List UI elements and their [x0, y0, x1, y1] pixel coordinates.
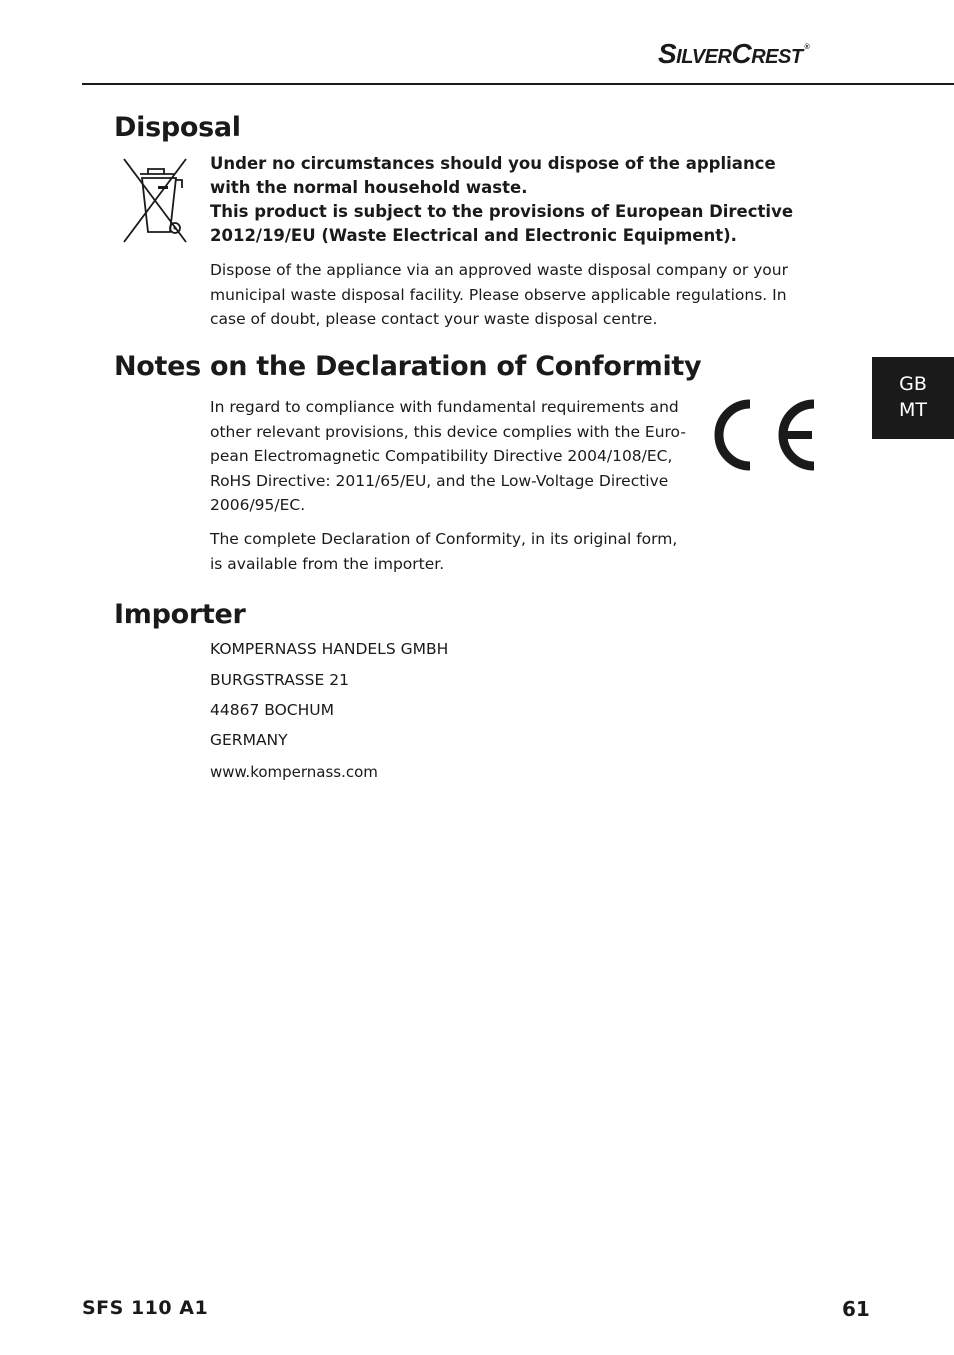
conformity-body — [210, 395, 686, 518]
brand-logo — [658, 38, 809, 70]
disposal-warning — [210, 152, 810, 248]
ce-mark-icon — [710, 396, 818, 474]
importer-street: BURGSTRASSE 21 — [210, 671, 349, 689]
footer-model: SFS 110 A1 — [82, 1297, 209, 1319]
conformity-availability-line: is available from the importer. — [210, 554, 445, 573]
conformity-heading: Notes on the Declaration of Conformity — [114, 351, 702, 382]
conformity-body-line: other relevant provisions, this device complies with the Euro- — [210, 422, 686, 441]
brand-name: SilverCrest — [658, 38, 803, 69]
disposal-body-line: Dispose of the appliance via an approved waste disposal company or your — [210, 261, 788, 279]
disposal-warning-line: 2012/19/EU (Waste Electrical and Electronic Equipment). — [210, 226, 737, 245]
disposal-body-line: case of doubt, please contact your waste disposal centre. — [210, 310, 658, 328]
conformity-availability — [210, 527, 677, 576]
importer-country: GERMANY — [210, 731, 288, 749]
conformity-availability-line: The complete Declaration of Conformity, in its original form, — [210, 530, 678, 548]
disposal-body — [210, 258, 788, 332]
language-tab-mt: MT — [899, 399, 927, 421]
disposal-warning-line: This product is subject to the provisions of European Directive — [210, 202, 794, 221]
header-rule — [82, 83, 954, 85]
disposal-warning-line: Under no circumstances should you dispose of the appliance — [210, 154, 776, 173]
page-number: 61 — [842, 1297, 870, 1321]
disposal-body-line: municipal waste disposal facility. Please observe applicable regulations. In — [210, 285, 787, 304]
language-tab-gb: GB — [899, 373, 927, 395]
conformity-body-line: pean Electromagnetic Compatibility Directive 2004/108/EC, — [210, 447, 673, 465]
importer-heading: Importer — [114, 599, 246, 630]
crossed-out-wheelie-bin-icon — [120, 156, 188, 244]
importer-city: 44867 BOCHUM — [210, 701, 334, 719]
language-tab — [872, 357, 954, 439]
conformity-body-line: RoHS Directive: 2011/65/EU, and the Low-Voltage Directive — [210, 471, 669, 490]
disposal-heading: Disposal — [114, 112, 241, 143]
disposal-warning-line: with the normal household waste. — [210, 178, 528, 197]
importer-company: KOMPERNASS HANDELS GMBH — [210, 640, 449, 658]
registered-mark: ® — [804, 44, 810, 51]
conformity-body-line: In regard to compliance with fundamental requirements and — [210, 398, 679, 416]
conformity-body-line: 2006/95/EC. — [210, 496, 306, 514]
importer-website: www.kompernass.com — [210, 763, 378, 781]
